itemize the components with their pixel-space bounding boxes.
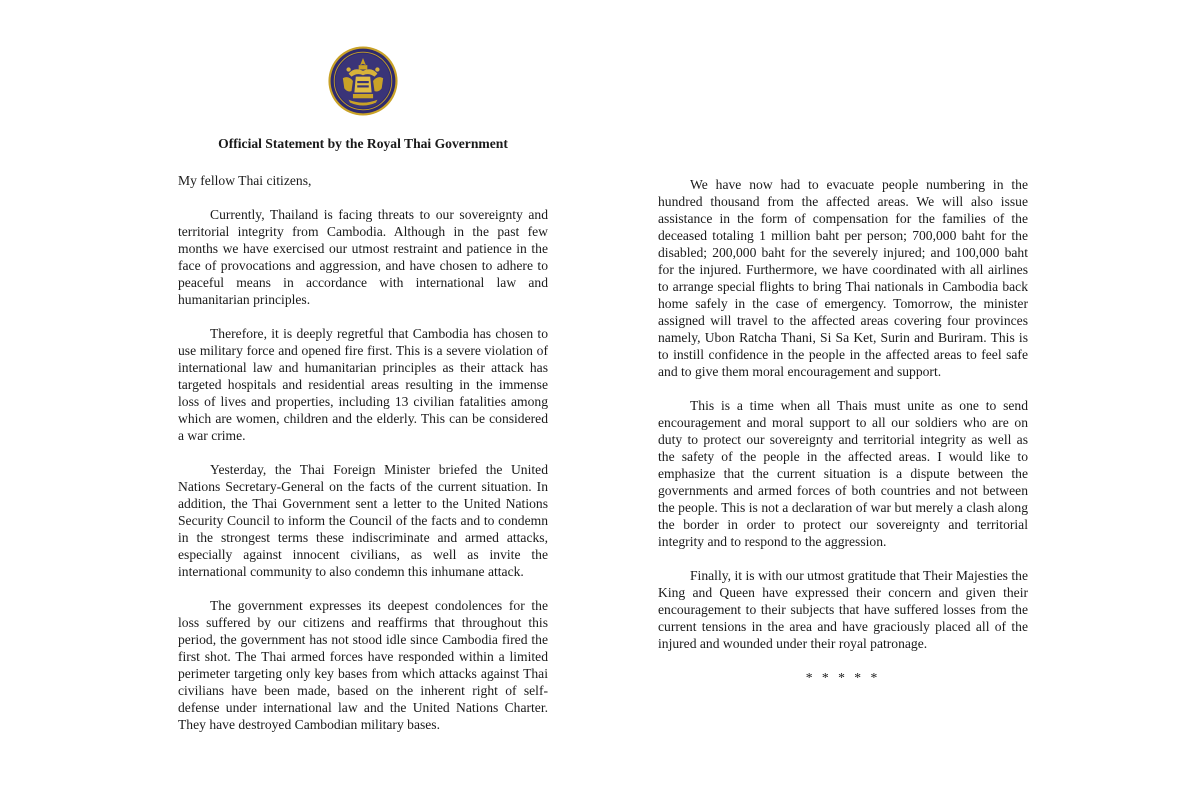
salutation: My fellow Thai citizens,	[178, 173, 312, 188]
paragraph: Yesterday, the Thai Foreign Minister briefed the United Nations Secretary-General on the facts of the current situation. In addition, the Thai Government sent a letter to the United Nations Security Council to inform the Council of the facts and to condemn in the strongest terms these indiscriminate and armed attacks, especially against innocent civilians, as well as invite the international community to also condemn this inhumane attack.	[178, 462, 548, 579]
paragraph: Finally, it is with our utmost gratitude that Their Majesties the King and Queen have expressed their concern and given their encouragement to their subjects that have suffered losses from the current tensions in the area and have graciously placed all of the injured and wounded under their royal patronage.	[658, 568, 1028, 651]
end-mark: * * * * *	[805, 670, 881, 685]
paragraph: Currently, Thailand is facing threats to our sovereignty and territorial integrity from Cambodia. Although in the past few months we have exercised our utmost restraint and patience in the face of provocations and aggression, and have chosen to adhere to peaceful means in accordance with international law and humanitarian principles.	[178, 207, 548, 307]
statement-title: Official Statement by the Royal Thai Government	[218, 136, 508, 151]
paragraph: Therefore, it is deeply regretful that Cambodia has chosen to use military force and opened fire first. This is a severe violation of international law and humanitarian principles as their attack has targeted hospitals and residential areas resulting in the immense loss of lives and properties, including 13 civilian fatalities among which are women, children and the elderly. This can be considered a war crime.	[178, 326, 548, 443]
paragraph: This is a time when all Thais must unite as one to send encouragement and moral support to all our soldiers who are on duty to protect our sovereignty and territorial integrity as well as the safety of the people in the affected areas. I would like to emphasize that the current situation is a dispute between the governments and armed forces of both countries and not between the people. This is not a declaration of war but merely a clash along the border in order to protect our sovereignty and territorial integrity and to respond to the aggression.	[658, 398, 1028, 549]
paragraph: The government expresses its deepest condolences for the loss suffered by our citizens and reaffirms that throughout this period, the government has not stood idle since Cambodia fired the first shot. The Thai armed forces have responded within a limited perimeter targeting only key bases from which attacks against Thai civilians have been made, based on the inherent right of self-defense under international law and the United Nations Charter. They have destroyed Cambodian military bases.	[178, 598, 548, 732]
left-column	[178, 172, 548, 750]
right-column	[658, 176, 1028, 703]
royal-thai-government-seal-icon	[327, 45, 399, 117]
paragraph: We have now had to evacuate people numbering in the hundred thousand from the affected areas. We will also issue assistance in the form of compensation for the families of the deceased totaling 1 million baht per person; 700,000 baht for the disabled; 200,000 baht for the severely injured; and 100,000 baht for the injured. Furthermore, we have coordinated with all airlines to arrange special flights to bring Thai nationals in Cambodia back home safely in the case of emergency. Tomorrow, the minister assigned will travel to the affected areas covering four provinces namely, Ubon Ratcha Thani, Si Sa Ket, Surin and Buriram. This is to instill confidence in the people in the affected areas to feel safe and to give them moral encouragement and support.	[658, 177, 1028, 379]
